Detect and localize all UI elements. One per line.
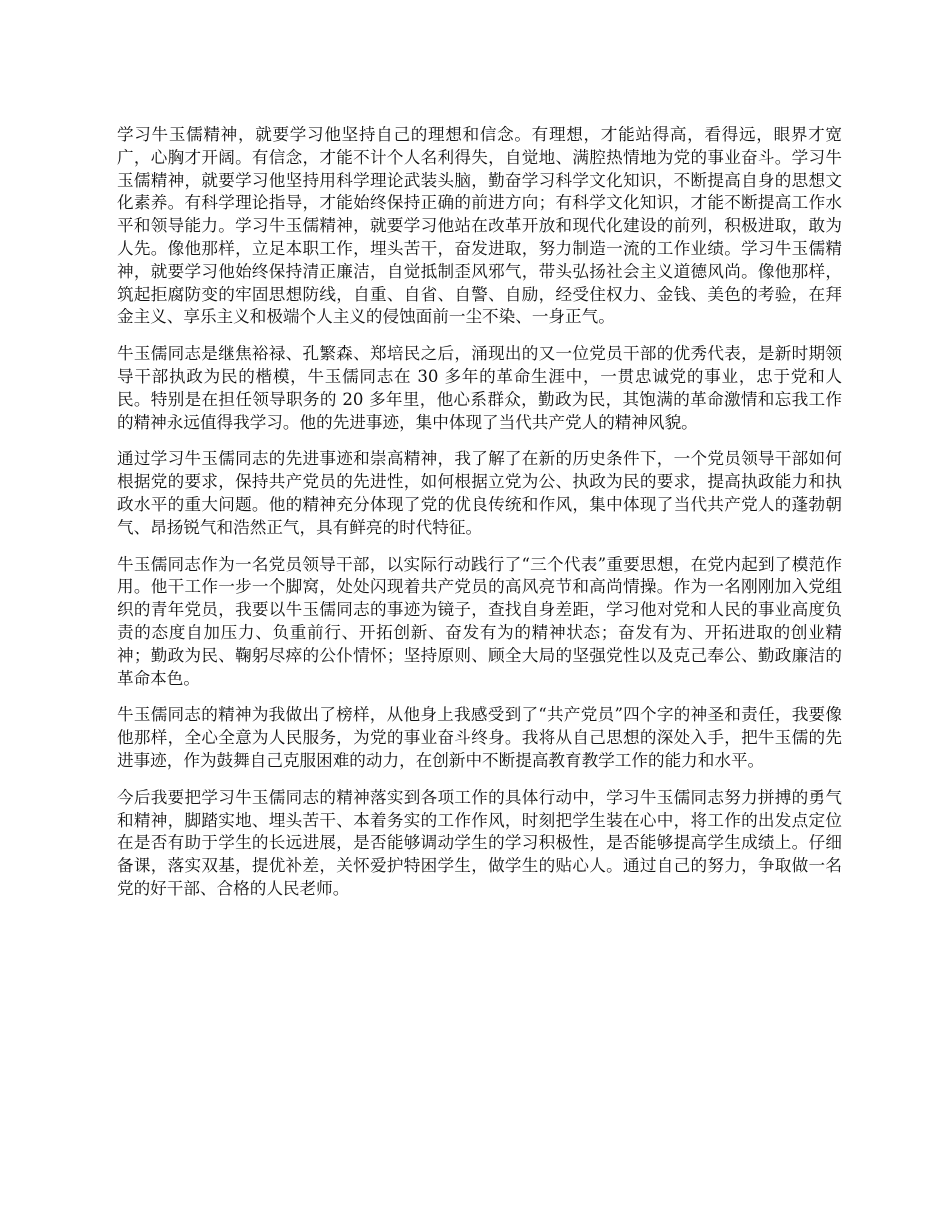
paragraph-2: 牛玉儒同志是继焦裕禄、孔繁森、郑培民之后，涌现出的又一位党员干部的优秀代表，是新时期领导干部执政为民的楷模，牛玉儒同志在 30 多年的革命生涯中，一贯忠诚党的事业，忠于党和人民。特别是在担任领导职务的 20 多年里，他心系群众，勤政为民，其饱满的革命激情和忘我工作的精神永远值得我学习。他的先进事迹，集中体现了当代共产党人的精神风貌。 <box>117 344 842 432</box>
paragraph-1: 学习牛玉儒精神，就要学习他坚持自己的理想和信念。有理想，才能站得高，看得远，眼界才宽广，心胸才开阔。有信念，才能不计个人名利得失，自觉地、满腔热情地为党的事业奋斗。学习牛玉儒精神，就要学习他坚持用科学理论武装头脑，勤奋学习科学文化知识，不断提高自身的思想文化素养。有科学理论指导，才能始终保持正确的前进方向；有科学文化知识，才能不断提高工作水平和领导能力。学习牛玉儒精神，就要学习他站在改革开放和现代化建设的前列，积极进取，敢为人先。像他那样，立足本职工作，埋头苦干，奋发进取，努力制造一流的工作业绩。学习牛玉儒精神，就要学习他始终保持清正廉洁，自觉抵制歪风邪气，带头弘扬社会主义道德风尚。像他那样，筑起拒腐防变的牢固思想防线，自重、自省、自警、自励，经受住权力、金钱、美色的考验，在拜金主义、享乐主义和极端个人主义的侵蚀面前一尘不染、一身正气。 <box>117 125 842 327</box>
paragraph-4: 牛玉儒同志作为一名党员领导干部，以实际行动践行了“三个代表”重要思想，在党内起到了模范作用。他干工作一步一个脚窝，处处闪现着共产党员的高风亮节和高尚情操。作为一名刚刚加入党组织的青年党员，我要以牛玉儒同志的事迹为镜子，查找自身差距，学习他对党和人民的事业高度负责的态度自加压力、负重前行、开拓创新、奋发有为的精神状态；奋发有为、开拓进取的创业精神；勤政为民、鞠躬尽瘁的公仆情怀；坚持原则、顾全大局的坚强党性以及克己奉公、勤政廉洁的革命本色。 <box>117 554 842 688</box>
paragraph-5: 牛玉儒同志的精神为我做出了榜样，从他身上我感受到了“共产党员”四个字的神圣和责任，我要像他那样，全心全意为人民服务，为党的事业奋斗终身。我将从自己思想的深处入手，把牛玉儒的先进事迹，作为鼓舞自己克服困难的动力，在创新中不断提高教育教学工作的能力和水平。 <box>117 705 842 770</box>
paragraph-6: 今后我要把学习牛玉儒同志的精神落实到各项工作的具体行动中，学习牛玉儒同志努力拼搏的勇气和精神，脚踏实地、埋头苦干、本着务实的工作作风，时刻把学生装在心中，将工作的出发点定位在是否有助于学生的长远进展，是否能够调动学生的学习积极性，是否能够提高学生成绩上。仔细备课，落实双基，提优补差，关怀爱护特困学生，做学生的贴心人。通过自己的努力，争取做一名党的好干部、合格的人民老师。 <box>117 787 842 898</box>
document-body <box>117 124 842 915</box>
paragraph-3: 通过学习牛玉儒同志的先进事迹和崇高精神，我了解了在新的历史条件下，一个党员领导干部如何根据党的要求，保持共产党员的先进性，如何根据立党为公、执政为民的要求，提高执政能力和执政水平的重大问题。他的精神充分体现了党的优良传统和作风，集中体现了当代共产党人的蓬勃朝气、昂扬锐气和浩然正气，具有鲜亮的时代特征。 <box>117 449 842 537</box>
